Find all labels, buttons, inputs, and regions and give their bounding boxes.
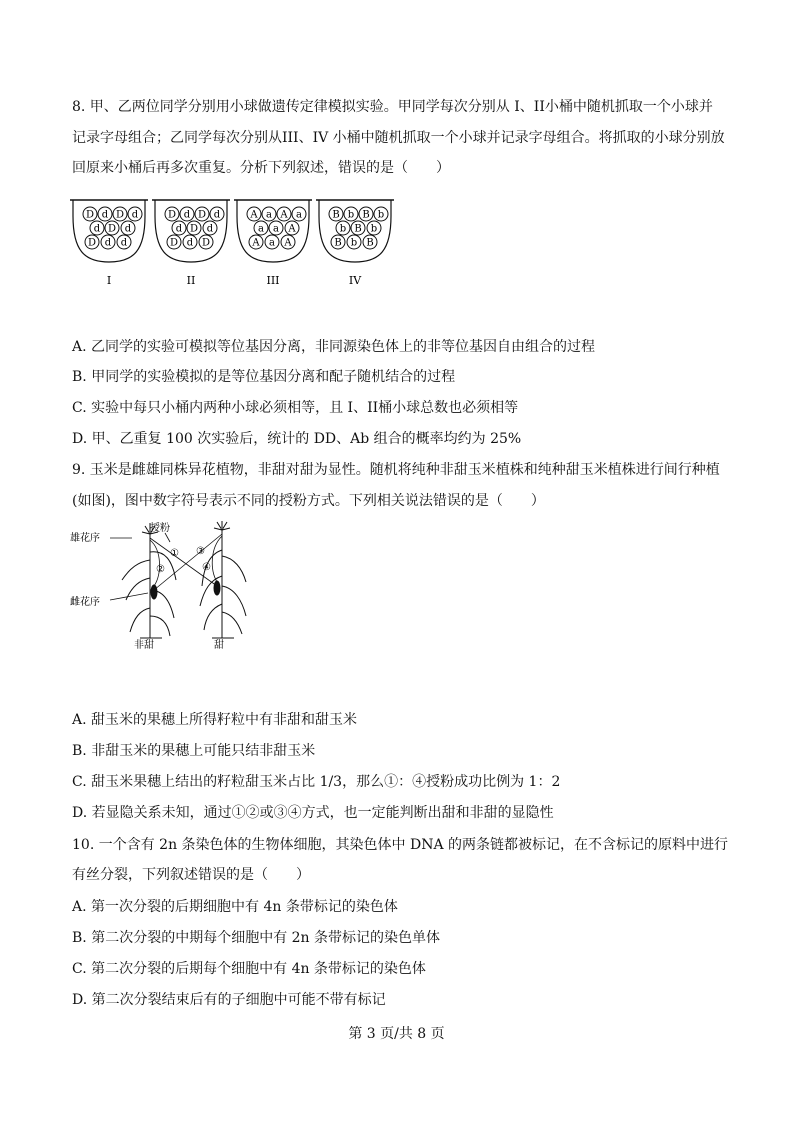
ball-letter: d [120,237,128,249]
label-sweet: 甜 [214,640,224,651]
q9-option-a: A. 甜玉米的果穗上所得籽粒中有非甜和甜玉米 [72,712,358,728]
bucket-label: II [186,274,196,287]
ball-letter: b [377,209,385,221]
q10-option-c: C. 第二次分裂的后期每个细胞中有 4n 条带标记的染色体 [72,961,426,977]
label-mode-2: ② [156,564,165,575]
ball-letter: d [175,223,183,235]
ball-letter: a [273,223,279,235]
bucket-label: IV [348,274,362,287]
bucket-iv [316,200,394,287]
label-female-inflorescence: 雌花序 [70,597,100,608]
bucket-iii [234,200,312,287]
ball-letter: D [167,209,177,221]
ball-letter: b [350,237,358,249]
q9-corn-figure [70,520,270,655]
q9-option-d: D. 若显隐关系未知，通过①②或③④方式，也一定能判断出甜和非甜的显隐性 [72,805,554,821]
ball-letter: A [280,209,288,221]
ball-letter: b [339,223,347,235]
ball-letter: D [189,223,199,235]
bucket-label: III [266,274,280,287]
ball-letter: d [206,223,214,235]
label-mode-1: ① [170,548,179,559]
ball-letter: B [354,223,362,235]
q10-option-b: B. 第二次分裂的中期每个细胞中有 2n 条带标记的染色单体 [72,930,441,946]
q10-stem-line-2: 有丝分裂，下列叙述错误的是（ ） [72,867,310,883]
q9-option-b: B. 非甜玉米的果穗上可能只结非甜玉米 [72,743,316,759]
ball-letter: B [366,237,374,249]
q10-option-a: A. 第一次分裂的后期细胞中有 4n 条带标记的染色体 [72,899,398,915]
non-sweet-plant [122,523,176,638]
label-mode-4: ④ [202,562,211,573]
q9-option-c: C. 甜玉米果穗上结出的籽粒甜玉米占比 1/3，那么①：④授粉成功比例为 1：2 [72,774,561,790]
ball-letter: d [93,223,101,235]
q8-stem-line-1: 8. 甲、乙两位同学分别用小球做遗传定律模拟实验。甲同学每次分别从 I、II小桶中随机抓取一个小球并 [72,99,713,115]
page-footer: 第 3 页/共 8 页 [348,1026,445,1042]
ball-letter: D [87,237,97,249]
q8-option-a: A. 乙同学的实验可模拟等位基因分离，非同源染色体上的非等位基因自由组合的过程 [72,339,596,355]
q10-stem-line-1: 10. 一个含有 2n 条染色体的生物体细胞，其染色体中 DNA 的两条链都被标记，在不含标记的原料中进行 [72,837,729,853]
ball-letter: D [85,209,95,221]
ball-letter: d [101,209,109,221]
sweet-plant [200,521,246,638]
q8-stem-line-2: 记录字母组合；乙同学每次分别从III、IV 小桶中随机抓取一个小球并记录字母组合。将抓取的小球分别放 [72,130,725,146]
q8-stem-line-3: 回原来小桶后再多次重复。分析下列叙述，错误的是（ ） [72,160,450,176]
q8-option-c: C. 实验中每只小桶内两种小球必须相等，且 I、II桶小球总数也必须相等 [72,400,519,416]
ball-letter: a [296,209,302,221]
ball-letter: b [370,223,378,235]
ball-letter: a [269,237,275,249]
ball-letter: d [183,209,191,221]
ball-letter: b [347,209,355,221]
q9-stem-line-2: (如图)，图中数字符号表示不同的授粉方式。下列相关说法错误的是（ ） [72,493,545,509]
ball-letter: B [334,237,342,249]
ball-letter: A [250,209,258,221]
ball-letter: B [332,209,340,221]
label-mode-3: ③ [196,546,205,557]
bucket-ii [152,200,230,287]
bucket-label: I [106,274,112,287]
ball-letter: d [104,237,112,249]
ball-letter: d [131,209,139,221]
q10-option-d: D. 第二次分裂结束后有的子细胞中可能不带有标记 [72,992,386,1008]
ball-letter: D [107,223,117,235]
ball-letter: D [201,237,211,249]
q9-stem-line-1: 9. 玉米是雌雄同株异花植物，非甜对甜为显性。随机将纯种非甜玉米植株和纯种甜玉米植株进行间行种植 [72,462,720,478]
ball-letter: A [252,237,260,249]
ball-letter: A [284,237,292,249]
q8-option-d: D. 甲、乙重复 100 次实验后，统计的 DD、Ab 组合的概率均约为 25% [72,431,522,447]
q8-option-b: B. 甲同学的实验模拟的是等位基因分离和配子随机结合的过程 [72,369,456,385]
ball-letter: D [169,237,179,249]
ball-letter: d [124,223,132,235]
ball-letter: d [186,237,194,249]
q8-buckets-figure [66,190,406,290]
ball-letter: A [288,223,296,235]
label-male-inflorescence: 雄花序 [70,533,100,544]
ball-letter: D [115,209,125,221]
label-non-sweet: 非甜 [134,640,154,651]
ball-letter: a [258,223,264,235]
ball-letter: D [197,209,207,221]
ball-letter: a [266,209,272,221]
label-pollination: 授粉 [150,523,170,534]
ball-letter: B [362,209,370,221]
bucket-i [70,200,148,287]
ball-letter: d [213,209,221,221]
